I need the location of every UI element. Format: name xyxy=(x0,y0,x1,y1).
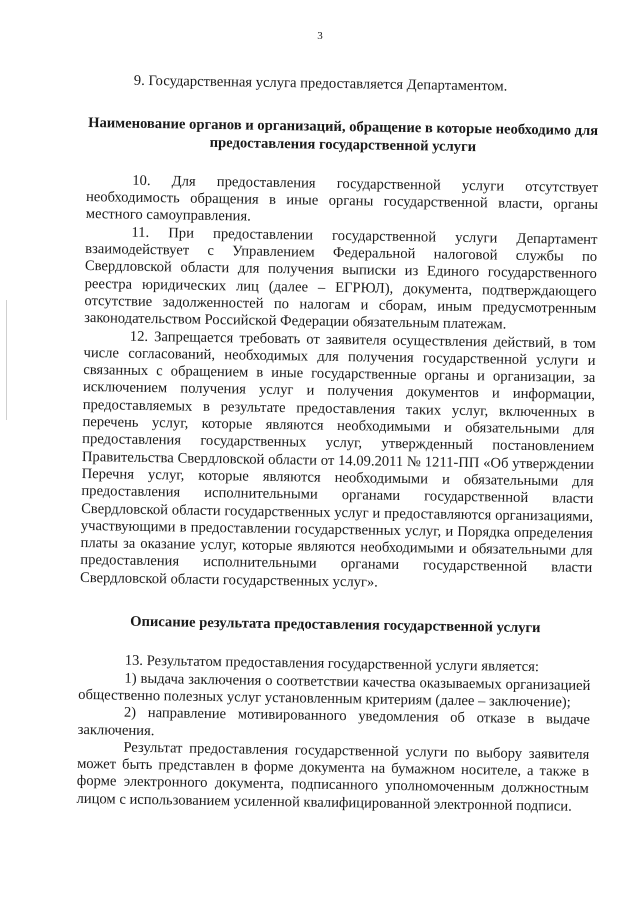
paragraph-13-item-2: 2) направление мотивированного уведомления об отказе в выдаче заключения. xyxy=(77,704,591,739)
heading-organs-and-organizations: Наименование органов и организаций, обращение в которые необходимо для предоставления государственной услуги xyxy=(88,115,599,155)
document-body xyxy=(76,72,599,816)
paragraph-10: 10. Для предоставления государственной услуги отсутствует необходимость обращения в иные органы государственной власти, органы местного самоуправления. xyxy=(85,172,599,226)
paragraph-13-result-form: Результат предоставления государственной услуги по выбору заявителя может быть представлен в форме документа на бумажном носителе, а также в форме электронного документа, подписанного уполномоченным должностным лицом с использованием усиленной квалифицированной электронной подписи. xyxy=(76,739,590,815)
paragraph-13-item-1: 1) выдача заключения о соответствии качества оказываемых организацией общественно полезных услуг установленным критериям (далее – заключение); xyxy=(78,670,591,711)
paragraph-12: 12. Запрещается требовать от заявителя осуществления действий, в том числе согласований, необходимых для получения государственной услуги и связанных с обращением в иные государственные органы и организации, за исключением получения услуг и получения документов и информации, предоставляемых в результате предоставления таких услуг, включенных в перечень услуг, которые являются необходимыми и обязательными для предоставления государственных услуг, утвержденный постановлением Правительства Свердловской области от 14.09.2011 № 1211-ПП «Об утверждении Перечня услуг, которые являются необходимыми и обязательными для предоставления исполнительными органами государственной власти Свердловской области государственных услуг и предоставляются организациями, участвующими в предоставлении государственных услуг, и Порядка определения платы за оказание услуг, которые являются необходимыми и обязательными для предоставления исполнительными органами государственной власти Свердловской области государственных услуг». xyxy=(79,328,596,591)
page-number: 3 xyxy=(317,30,323,42)
paragraph-11: 11. При предоставлении государственной услуги Департамент взаимодействует с Управлением Федеральной налоговой службы по Свердловской области для получения выписки из Единого государственного реестра юридических лиц (далее – ЕГРЮЛ), документа, подтверждающего отсутствие задолженностей по налогам и сборам, иным предусмотренным законодательством Российской Федерации обязательным платежам. xyxy=(84,224,598,333)
paragraph-13: 13. Результатом предоставления государственной услуги является: xyxy=(124,652,540,676)
scan-edge-mark xyxy=(6,300,7,420)
heading-result-description: Описание результата предоставления государственной услуги xyxy=(130,613,541,637)
paragraph-9: 9. Государственная услуга предоставляется Департаментом. xyxy=(133,72,508,95)
